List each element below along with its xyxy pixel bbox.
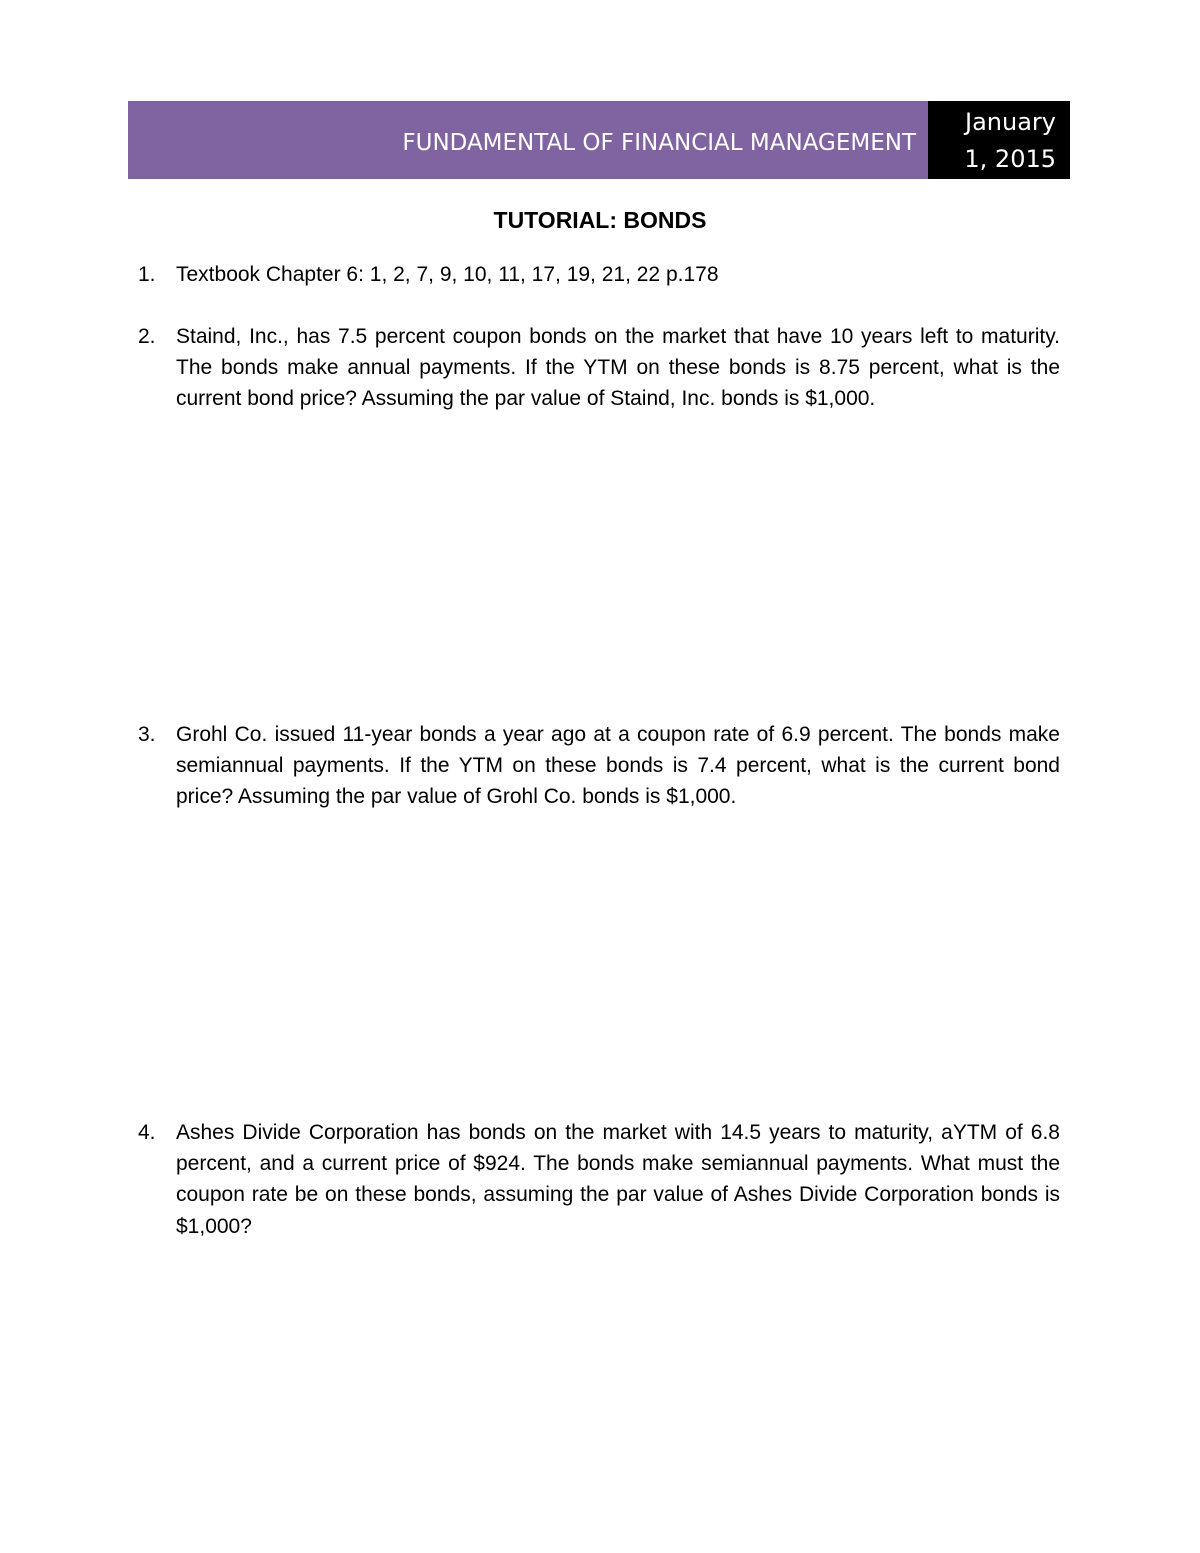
question-text: Textbook Chapter 6: 1, 2, 7, 9, 10, 11, 17, 19, 21, 22 p.178	[176, 263, 719, 286]
course-title-band	[128, 101, 928, 179]
question-text: Ashes Divide Corporation has bonds on the market with 14.5 years to maturity, aYTM of 6.8 percent, and a current price of $924. The bonds make semiannual payments. What must the coupon rate be on these bonds, assuming the par value of Ashes Divide Corporation bonds is $1,000?	[176, 1121, 1060, 1238]
document-title: TUTORIAL: BONDS	[493, 207, 707, 233]
date-box	[928, 101, 1070, 179]
date-line-2: 1, 2015	[964, 145, 1056, 173]
course-title: FUNDAMENTAL OF FINANCIAL MANAGEMENT	[402, 130, 916, 156]
question-text: Grohl Co. issued 11-year bonds a year ago at a coupon rate of 6.9 percent. The bonds make semiannual payments. If the YTM on these bonds is 7.4 percent, what is the current bond price? Assuming the par value of Grohl Co. bonds is $1,000.	[176, 723, 1060, 809]
question-number: 2.	[138, 325, 156, 348]
question-number: 4.	[138, 1121, 156, 1144]
question-item-3	[138, 719, 1060, 813]
date-line-1: January	[965, 108, 1056, 136]
question-number: 3.	[138, 723, 156, 746]
page-header	[128, 101, 1070, 179]
question-item-4	[138, 1117, 1060, 1242]
question-item-2	[138, 321, 1060, 415]
question-item-1	[138, 259, 1060, 290]
question-number: 1.	[138, 263, 156, 286]
question-text: Staind, Inc., has 7.5 percent coupon bonds on the market that have 10 years left to maturity. The bonds make annual payments. If the YTM on these bonds is 8.75 percent, what is the current bond price? Assuming the par value of Staind, Inc. bonds is $1,000.	[176, 325, 1060, 411]
